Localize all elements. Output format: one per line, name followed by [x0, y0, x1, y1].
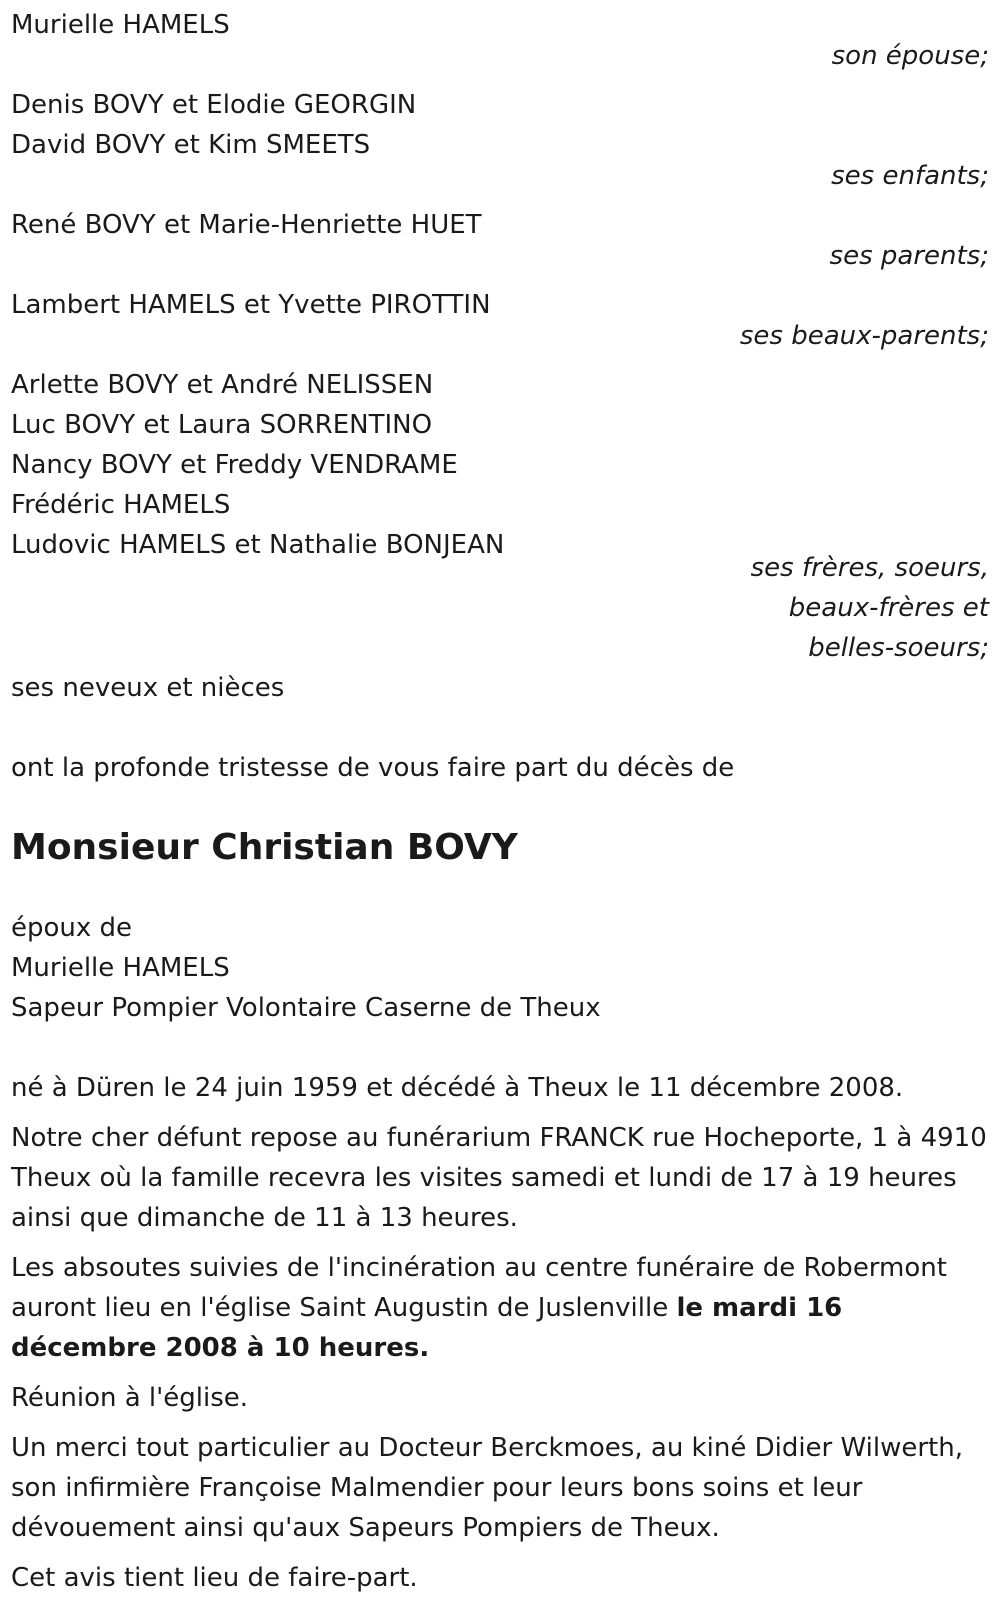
occupation: Sapeur Pompier Volontaire Caserne de Theux	[11, 993, 601, 1023]
family-relation: ses enfants;	[831, 161, 989, 191]
family-relation: ses beaux-parents;	[739, 321, 989, 351]
ceremony-date: le mardi 16 décembre 2008 à 10 heures.	[11, 1293, 843, 1363]
family-group-parents	[11, 205, 989, 285]
family-group-children	[11, 85, 989, 205]
relation-line: ses frères, soeurs,	[750, 553, 989, 583]
family-relation: son épouse;	[831, 41, 989, 71]
relation-line: belles-soeurs;	[808, 633, 989, 663]
reunion-text: Réunion à l'église.	[11, 1383, 249, 1413]
birth-death-text: né à Düren le 24 juin 1959 et décédé à Theux le 11 décembre 2008.	[11, 1073, 904, 1103]
obituary-notice	[11, 5, 989, 1608]
spouse-of-label: époux de	[11, 913, 133, 943]
family-name: Denis BOVY et Elodie GEORGIN	[11, 90, 417, 120]
spacer	[11, 1028, 989, 1068]
family-name: Arlette BOVY et André NELISSEN	[11, 370, 434, 400]
family-name: Luc BOVY et Laura SORRENTINO	[11, 410, 433, 440]
family-name: Murielle HAMELS	[11, 10, 230, 40]
family-name: David BOVY et Kim SMEETS	[11, 130, 371, 160]
family-name: Nancy BOVY et Freddy VENDRAME	[11, 450, 458, 480]
family-name: Ludovic HAMELS et Nathalie BONJEAN	[11, 530, 505, 560]
ceremony-text	[11, 1248, 989, 1368]
relation-line: beaux-frères et	[788, 593, 989, 623]
repose-text: Notre cher défunt repose au funérarium FRANCK rue Hocheporte, 1 à 4910 Theux où la famille recevra les visites samedi et lundi de 17 à 19 heures ainsi que dimanche de 11 à 13 heures.	[11, 1123, 987, 1233]
thanks-text: Un merci tout particulier au Docteur Berckmoes, au kiné Didier Wilwerth, son infirmière Françoise Malmendier pour leurs bons soins et leur dévouement ainsi qu'aux Sapeurs Pompiers de Theux.	[11, 1433, 963, 1543]
family-group-in-laws	[11, 285, 989, 365]
ceremony-description: Les absoutes suivies de l'incinération au centre funéraire de Robermont auront lieu en l'église Saint Augustin de Juslenville	[11, 1253, 947, 1323]
spouse-name: Murielle HAMELS	[11, 953, 230, 983]
family-relation	[11, 548, 989, 668]
family-name: René BOVY et Marie-Henriette HUET	[11, 210, 482, 240]
family-name: Lambert HAMELS et Yvette PIROTTIN	[11, 290, 491, 320]
deceased-name: Monsieur Christian BOVY	[11, 827, 518, 868]
closing-text: Cet avis tient lieu de faire-part.	[11, 1563, 418, 1593]
family-group-spouse	[11, 5, 989, 85]
announcement-text: ont la profonde tristesse de vous faire part du décès de	[11, 753, 735, 783]
nephews-line: ses neveux et nièces	[11, 673, 285, 703]
family-group-siblings	[11, 365, 989, 668]
spacer	[11, 708, 989, 748]
family-relation: ses parents;	[829, 241, 989, 271]
family-name: Frédéric HAMELS	[11, 490, 231, 520]
